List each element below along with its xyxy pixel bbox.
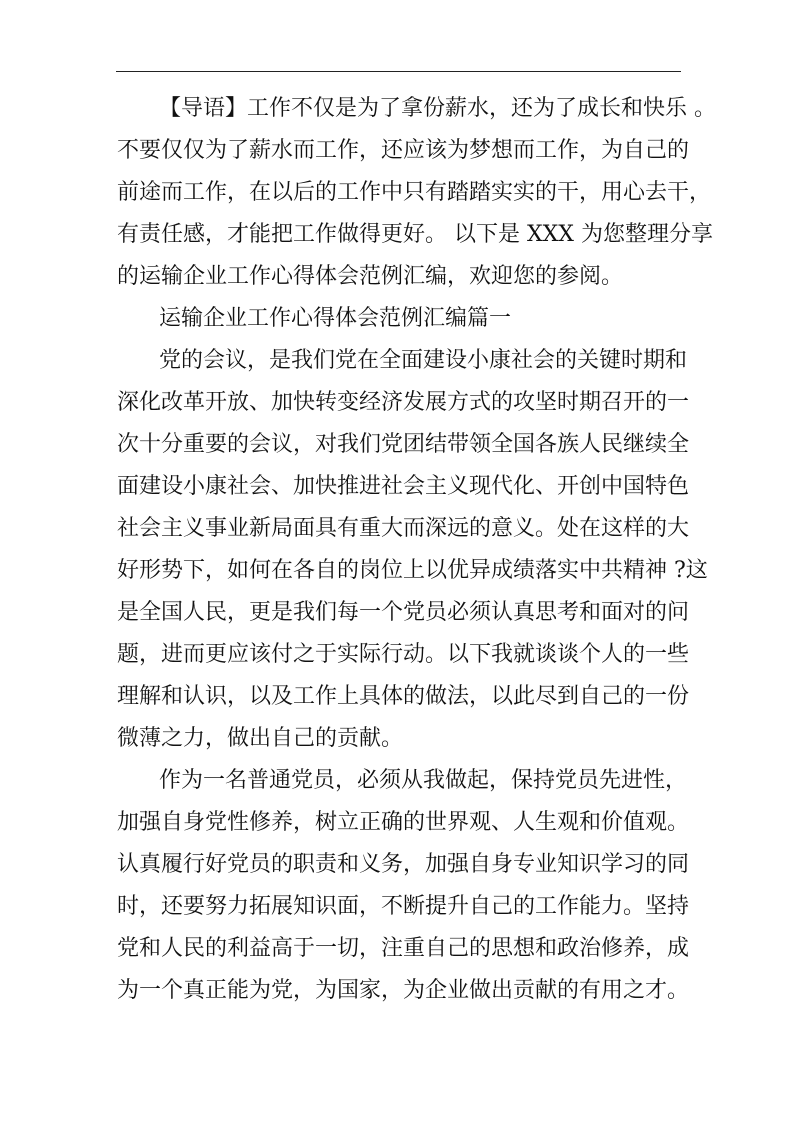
intro-line: 有责任感，才能把工作做得更好。 以下是 XXX 为您整理分享 xyxy=(117,222,713,247)
paragraph-line: 次十分重要的会议，对我们党团结带领全国各族人民继续全 xyxy=(117,432,690,457)
paragraph-line: 微薄之力，做出自己的贡献。 xyxy=(117,726,404,751)
paragraph-line: 是全国人民，更是我们每一个党员必须认真思考和面对的问 xyxy=(117,600,690,625)
paragraph-line: 作为一名普通党员，必须从我做起，保持党员先进性， xyxy=(159,768,688,793)
header-rule xyxy=(116,71,681,72)
paragraph-line: 题，进而更应该付之于实际行动。以下我就谈谈个人的一些 xyxy=(117,642,690,667)
paragraph-line: 党的会议，是我们党在全面建设小康社会的关键时期和 xyxy=(159,348,688,373)
paragraph-line: 好形势下，如何在各自的岗位上以优异成绩落实中共精神 ?这 xyxy=(117,558,708,583)
paragraph-line: 理解和认识，以及工作上具体的做法，以此尽到自己的一份 xyxy=(117,684,690,709)
intro-line: 的运输企业工作心得体会范例汇编，欢迎您的参阅。 xyxy=(117,264,624,289)
paragraph-line: 党和人民的利益高于一切，注重自己的思想和政治修养，成 xyxy=(117,936,690,961)
paragraph-line: 认真履行好党员的职责和义务，加强自身专业知识学习的同 xyxy=(117,852,690,877)
paragraph-line: 深化改革开放、加快转变经济发展方式的攻坚时期召开的一 xyxy=(117,390,690,415)
paragraph-line: 面建设小康社会、加快推进社会主义现代化、开创中国特色 xyxy=(117,474,690,499)
paragraph-line: 时，还要努力拓展知识面，不断提升自己的工作能力。坚持 xyxy=(117,894,690,919)
section-title: 运输企业工作心得体会范例汇编篇一 xyxy=(159,306,512,331)
intro-line: 前途而工作，在以后的工作中只有踏踏实实的干，用心去干， xyxy=(117,180,712,205)
paragraph-line: 加强自身党性修养，树立正确的世界观、人生观和价值观。 xyxy=(117,810,690,835)
intro-line: 不要仅仅为了薪水而工作，还应该为梦想而工作，为自己的 xyxy=(117,138,690,163)
paragraph-line: 社会主义事业新局面具有重大而深远的意义。处在这样的大 xyxy=(117,516,690,541)
intro-line: 【导语】工作不仅是为了拿份薪水，还为了成长和快乐 。 xyxy=(159,96,716,121)
paragraph-line: 为一个真正能为党，为国家，为企业做出贡献的有用之才。 xyxy=(117,978,690,1003)
